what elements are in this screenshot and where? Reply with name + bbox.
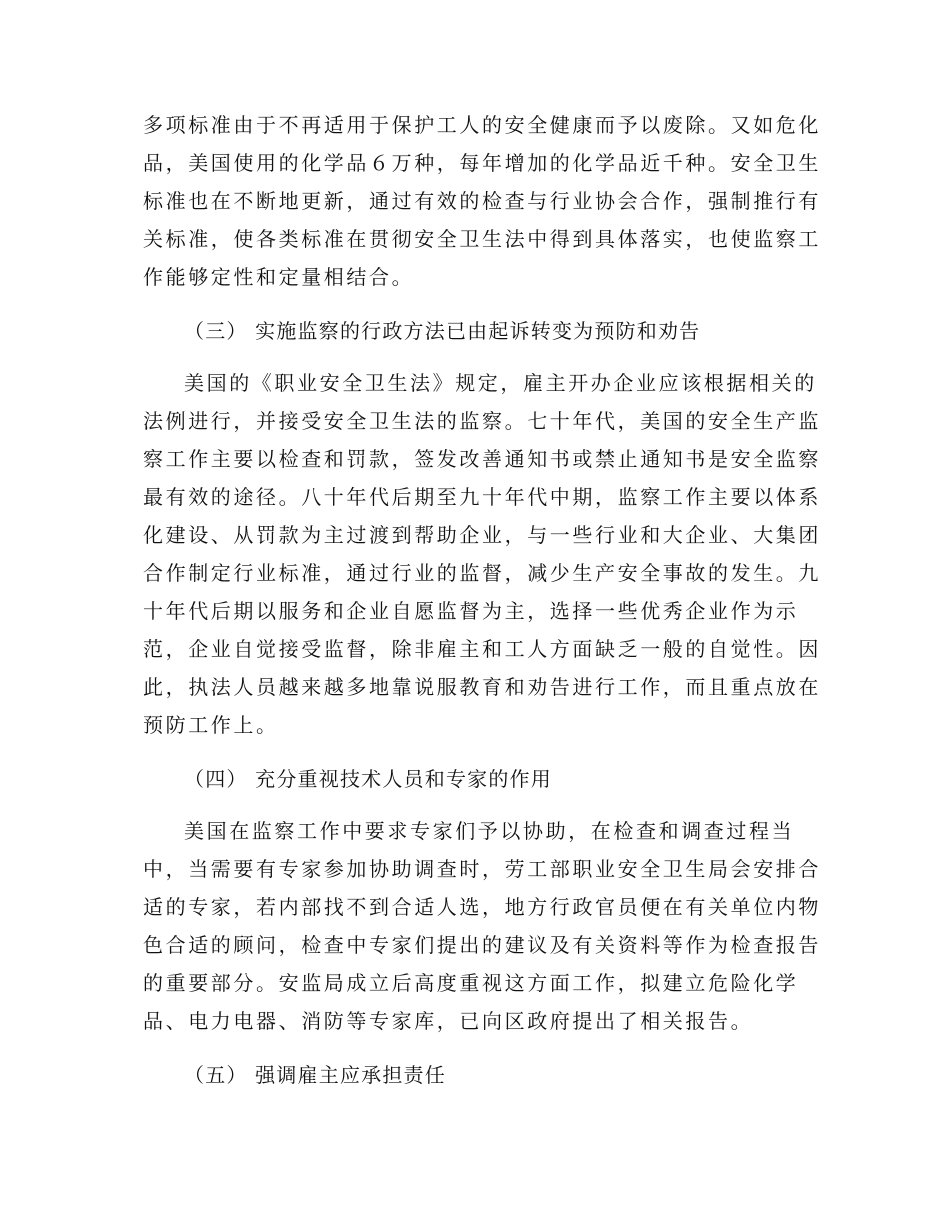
paragraph-3-line-1: 美国在监察工作中要求专家们予以协助，在检查和调查过程当 (184, 819, 795, 843)
paragraph-2-line-2: 法例进行，并接受安全卫生法的监察。七十年代，美国的安全生产监 (143, 409, 821, 433)
paragraph-3-line-2: 中，当需要有专家参加协助调查时，劳工部职业安全卫生局会安排合 (143, 857, 821, 881)
paragraph-1-line-1: 多项标准由于不再适用于保护工人的安全健康而予以废除。又如危化 (143, 113, 821, 137)
paragraph-3-line-4: 色合适的顾问，检查中专家们提出的建议及有关资料等作为检查报告 (143, 933, 821, 957)
paragraph-1-line-4: 关标准，使各类标准在贯彻安全卫生法中得到具体落实，也使监察工 (143, 227, 821, 251)
section-heading-4: （四） 充分重视技术人员和专家的作用 (184, 767, 552, 791)
paragraph-2-line-6: 合作制定行业标准，通过行业的监督，减少生产安全事故的发生。九 (143, 561, 821, 585)
paragraph-3-line-5: 的重要部分。安监局成立后高度重视这方面工作，拟建立危险化学 (143, 971, 799, 995)
paragraph-2-line-10: 预防工作上。 (143, 713, 279, 737)
paragraph-1-line-3: 标准也在不断地更新，通过有效的检查与行业协会合作，强制推行有 (143, 189, 821, 213)
paragraph-2-line-1: 美国的《职业安全卫生法》规定，雇主开办企业应该根据相关的 (184, 371, 817, 395)
paragraph-1-line-5: 作能够定性和定量相结合。 (143, 265, 415, 289)
section-heading-3: （三） 实施监察的行政方法已由起诉转变为预防和劝告 (184, 319, 701, 343)
paragraph-2-line-4: 最有效的途径。八十年代后期至九十年代中期，监察工作主要以体系 (143, 485, 821, 509)
paragraph-3-line-3: 适的专家，若内部找不到合适人选，地方行政官员便在有关单位内物 (143, 895, 821, 919)
paragraph-1-line-2: 品，美国使用的化学品６万种，每年增加的化学品近千种。安全卫生 (143, 151, 821, 175)
paragraph-2-line-5: 化建设、从罚款为主过渡到帮助企业，与一些行业和大企业、大集团 (143, 523, 821, 547)
section-heading-5: （五） 强调雇主应承担责任 (184, 1063, 446, 1087)
paragraph-2-line-9: 此，执法人员越来越多地靠说服教育和劝告进行工作，而且重点放在 (143, 675, 821, 699)
paragraph-2-line-8: 范，企业自觉接受监督，除非雇主和工人方面缺乏一般的自觉性。因 (143, 637, 821, 661)
paragraph-2-line-7: 十年代后期以服务和企业自愿监督为主，选择一些优秀企业作为示 (143, 599, 799, 623)
paragraph-2-line-3: 察工作主要以检查和罚款，签发改善通知书或禁止通知书是安全监察 (143, 447, 821, 471)
paragraph-3-line-6: 品、电力电器、消防等专家库，已向区政府提出了相关报告。 (143, 1009, 754, 1033)
